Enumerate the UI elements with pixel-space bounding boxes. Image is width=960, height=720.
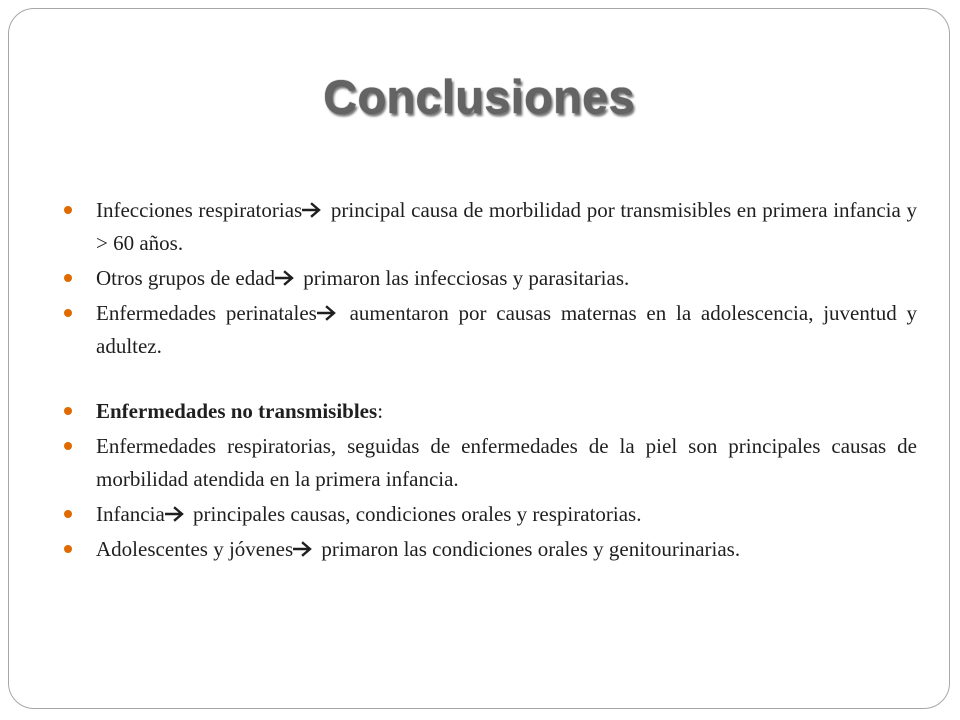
arrow-right-icon — [302, 202, 322, 218]
list-item — [61, 498, 917, 531]
bullet-text: principal causa de morbilidad por transmisibles en primera infancia y > 60 años. — [96, 198, 917, 255]
list-item — [61, 297, 917, 363]
bullet-dot-icon — [64, 510, 72, 518]
bullet-dot-icon — [64, 545, 72, 553]
bullet-lead: Infecciones respiratorias — [96, 198, 303, 222]
list-item — [61, 194, 917, 260]
bullet-text: primaron las condiciones orales y genitourinarias. — [316, 537, 741, 561]
bullet-lead: Infancia — [96, 502, 165, 526]
list-item — [61, 533, 917, 566]
bullet-text: : — [377, 399, 384, 423]
bullet-dot-icon — [64, 206, 72, 214]
bullet-lead: Adolescentes y jóvenes — [96, 537, 294, 561]
bullet-text: principales causas, condiciones orales y respiratorias. — [187, 502, 642, 526]
bullet-text: aumentaron por causas maternas en la adolescencia, juventud y adultez. — [96, 301, 917, 358]
bullet-text: Enfermedades respiratorias, seguidas de enfermedades de la piel son principales causas de morbilidad atendida en la primera infancia. — [96, 434, 917, 491]
bullet-dot-icon — [64, 309, 72, 317]
arrow-right-icon — [317, 305, 337, 321]
bullet-lead: Enfermedades perinatales — [96, 301, 317, 325]
arrow-right-icon — [275, 270, 295, 286]
bullet-heading: Enfermedades no transmisibles — [96, 399, 378, 423]
bullet-list — [61, 194, 917, 568]
list-item — [61, 262, 917, 295]
page-title: Conclusiones — [323, 70, 635, 123]
bullet-dot-icon — [64, 442, 72, 450]
bullet-dot-icon — [64, 407, 72, 415]
bullet-lead: Otros grupos de edad — [96, 266, 276, 290]
arrow-right-icon — [293, 541, 313, 557]
list-item — [61, 395, 917, 428]
bullet-dot-icon — [64, 274, 72, 282]
slide-frame — [8, 8, 950, 709]
list-item — [61, 430, 917, 496]
bullet-text: primaron las infecciosas y parasitarias. — [298, 266, 630, 290]
arrow-right-icon — [165, 506, 185, 522]
